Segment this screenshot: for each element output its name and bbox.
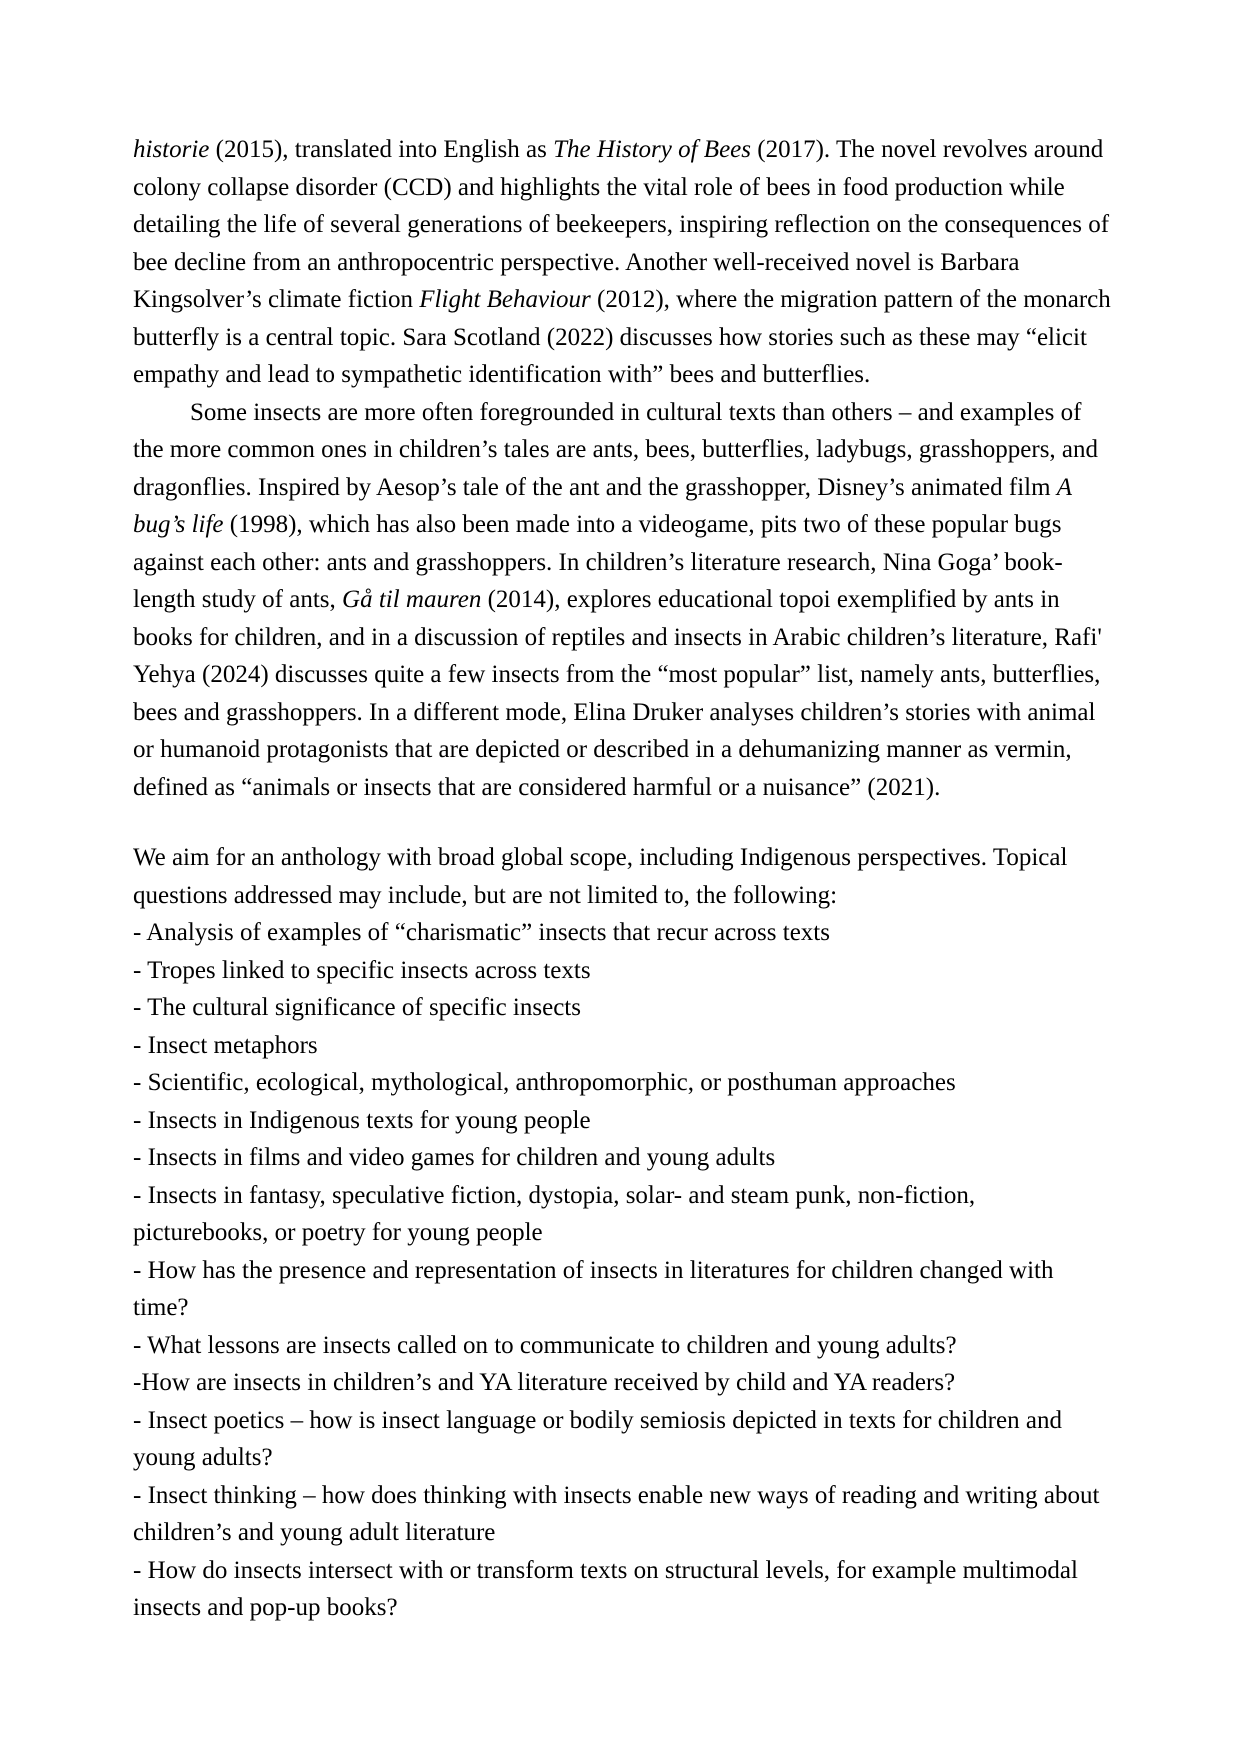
italic-title-text: historie: [133, 136, 210, 163]
topic-item: - Analysis of examples of “charismatic” insects that recur across texts: [133, 919, 830, 946]
topic-item: - Insect poetics – how is insect language or bodily semiosis depicted in texts for children and young adults?: [133, 1406, 1062, 1471]
paragraph-aims-intro: [133, 839, 1111, 914]
topic-item: - What lessons are insects called on to communicate to children and young adults?: [133, 1331, 957, 1359]
topic-item: - How do insects intersect with or transform texts on structural levels, for example multimodal insects and pop-up books?: [133, 1556, 1078, 1621]
topic-item: - Scientific, ecological, mythological, anthropomorphic, or posthuman approaches: [133, 1069, 956, 1096]
paragraph-common-insects: [133, 394, 1111, 807]
italic-title-text: The History of Bees: [553, 136, 751, 163]
topic-item: - Tropes linked to specific insects across texts: [133, 956, 591, 984]
topic-item: - How has the presence and representation of insects in literatures for children changed with time?: [133, 1256, 1054, 1321]
body-text-run: (1998), which has also been made into a videogame, pits two of these popular bugs against each other: ants and grasshoppers. In children’s literature research, Nina Goga’ book-length study of ants,: [133, 511, 1063, 613]
italic-title-text: A bug’s life: [133, 473, 1072, 538]
paragraph-history-of-bees: [133, 131, 1111, 394]
italic-title-text: Gå til mauren: [342, 586, 482, 613]
topics-list: [133, 914, 1111, 1627]
topic-item: - Insects in films and video games for children and young adults: [133, 1144, 776, 1171]
topic-item: - Insects in Indigenous texts for young people: [133, 1106, 591, 1134]
body-text-run: We aim for an anthology with broad global scope, including Indigenous perspectives. Topical questions addressed may include, but are not limited to, the following:: [133, 844, 1068, 909]
body-text-run: (2015), translated into English as: [209, 136, 554, 163]
topic-item: - Insects in fantasy, speculative fiction, dystopia, solar- and steam punk, non-fiction, picturebooks, or poetry for young people: [133, 1181, 976, 1246]
topic-item: -How are insects in children’s and YA literature received by child and YA readers?: [133, 1369, 956, 1396]
topic-item: - Insect thinking – how does thinking with insects enable new ways of reading and writing about children’s and young adult literature: [133, 1481, 1100, 1546]
body-text-run: (2014), explores educational topoi exemplified by ants in books for children, and in a discussion of reptiles and insects in Arabic children’s literature, Rafi' Yehya (2024) discusses quite a few insects from the “most popular” list, namely ants, butterflies, bees and grasshoppers. In a different mode, Elina Druker analyses children’s stories with animal or humanoid protagonists that are depicted or described in a dehumanizing manner as vermin, defined as “animals or insects that are considered harmful or a nuisance” (2021).: [133, 586, 1102, 801]
body-text-run: (2012), where the migration pattern of the monarch butterfly is a central topic. Sara Scotland (2022) discusses how stories such as these may “elicit empathy and lead to sympathetic identification with” bees and butterflies.: [133, 286, 1111, 388]
topic-item: - The cultural significance of specific insects: [133, 994, 581, 1021]
body-text-run: Some insects are more often foregrounded in cultural texts than others – and examples of the more common ones in children’s tales are ants, bees, butterflies, ladybugs, grasshoppers, and dragonflies. Inspired by Aesop’s tale of the ant and the grasshopper, Disney’s animated film: [133, 398, 1099, 501]
body-text-run: (2017). The novel revolves around colony collapse disorder (CCD) and highlights the vital role of bees in food production while detailing the life of several generations of beekeepers, inspiring reflection on the consequences of bee decline from an anthropocentric perspective. Another well-received novel is Barbara Kingsolver’s climate fiction: [133, 136, 1110, 313]
italic-title-text: Flight Behaviour: [419, 286, 591, 313]
topic-item: - Insect metaphors: [133, 1031, 318, 1059]
